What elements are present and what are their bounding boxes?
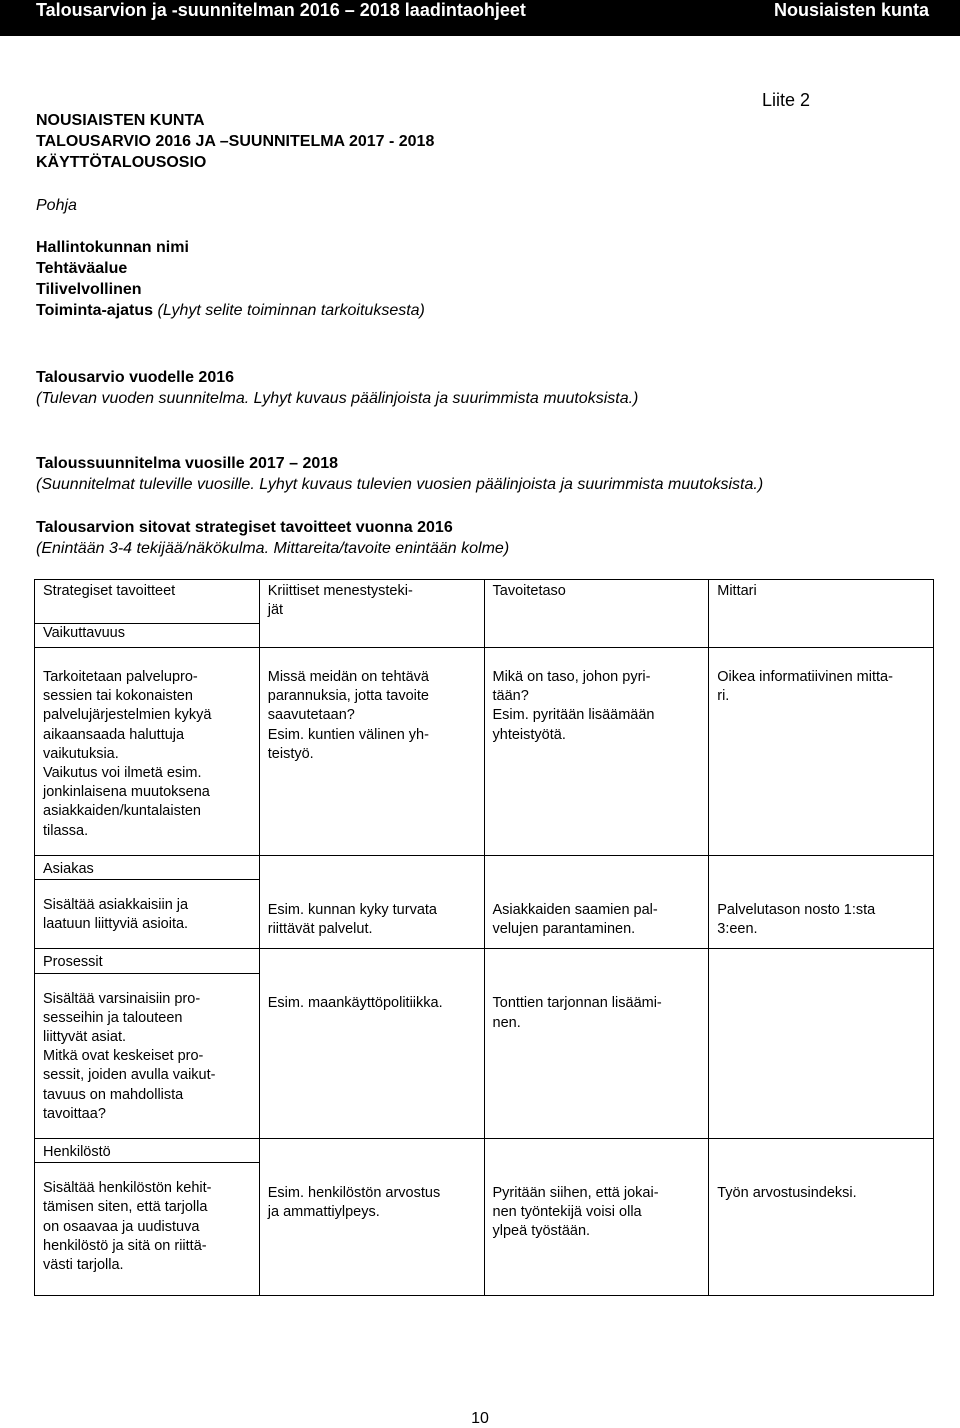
line: sessien tai kokonaisten <box>43 688 193 705</box>
mission-hint: (Lyhyt selite toiminnan tarkoituksesta) <box>157 302 425 319</box>
line: laatuun liittyviä asioita. <box>43 916 189 933</box>
budget-2016-block <box>36 367 638 409</box>
line: Esim. pyritään lisäämään <box>492 707 655 724</box>
line: tään? <box>492 688 529 705</box>
line: yhteistyötä. <box>492 726 566 743</box>
line: aikaansaada haluttuja <box>43 726 185 743</box>
line: Pyritään siihen, että jokai- <box>492 1185 659 1202</box>
header-critical-factors <box>259 580 484 648</box>
line: Sisältää asiakkaisiin ja <box>43 897 189 914</box>
binding-goals-title: Talousarvion sitovat strategiset tavoitteet vuonna 2016 <box>36 519 453 536</box>
plan-block <box>36 453 763 495</box>
cell-processes-desc <box>35 973 260 1138</box>
line: riittävät palvelut. <box>267 921 373 938</box>
header-strategic-goals: Strategiset tavoitteet <box>35 580 260 624</box>
table-row-effectiveness <box>35 648 934 856</box>
admin-block <box>36 237 425 321</box>
line: Esim. kunnan kyky turvata <box>267 901 437 918</box>
line: ri. <box>717 688 730 705</box>
header-target-level: Tavoitetaso <box>484 580 709 648</box>
line: palvelujärjestelmien kykyä <box>43 707 212 724</box>
section-title-row <box>35 1139 934 1163</box>
line: saavutetaan? <box>267 707 355 724</box>
line: asiakkaiden/kuntalaisten <box>43 803 201 820</box>
line: nen. <box>492 1014 521 1031</box>
cell-personnel-target <box>484 1139 709 1296</box>
header-critical-factors-line1: Kriittiset menestysteki- <box>267 583 413 599</box>
line: tavuus on mahdollista <box>43 1086 184 1103</box>
line: sessit, joiden avulla vaikut- <box>43 1067 216 1084</box>
cell-personnel-metric <box>709 1139 934 1296</box>
line: västi tarjolla. <box>43 1257 124 1274</box>
line: teistyö. <box>267 745 314 762</box>
line: Sisältää henkilöstön kehit- <box>43 1180 212 1197</box>
line: tavoittaa? <box>43 1105 106 1122</box>
line: tilassa. <box>43 822 89 839</box>
line: 3:een. <box>717 921 758 938</box>
section-title-processes: Prosessit <box>35 949 260 973</box>
header-metric: Mittari <box>709 580 934 648</box>
line: sesseihin ja talouteen <box>43 1009 183 1026</box>
line: velujen parantaminen. <box>492 921 636 938</box>
section-title-row <box>35 949 934 973</box>
line: on osaavaa ja uudistuva <box>43 1218 200 1235</box>
page-number: 10 <box>471 1410 489 1427</box>
task-area-field: Tehtäväalue <box>36 260 128 277</box>
header-municipality: Nousiaisten kunta <box>773 0 929 20</box>
line: Palvelutason nosto 1:sta <box>717 901 876 918</box>
plan-desc: (Suunnitelmat tuleville vuosille. Lyhyt kuvaus tulevien vuosien päälinjoista ja suurimmista muutoksista.) <box>36 476 764 493</box>
budget-title: TALOUSARVIO 2016 JA –SUUNNITELMA 2017 - 2018 <box>36 133 435 150</box>
template-label: Pohja <box>36 197 77 214</box>
line: ylpeä työstään. <box>492 1223 591 1240</box>
running-header <box>0 0 960 36</box>
cell-effectiveness-metric <box>709 648 934 856</box>
binding-goals-desc: (Enintään 3-4 tekijää/näkökulma. Mittareita/tavoite enintään kolme) <box>36 540 510 557</box>
cell-customer-factors <box>259 855 484 949</box>
org-name: NOUSIAISTEN KUNTA <box>36 112 205 129</box>
plan-title: Taloussuunnitelma vuosille 2017 – 2018 <box>36 455 339 472</box>
table-header-row <box>35 580 934 624</box>
line: Tarkoitetaan palvelupro- <box>43 669 198 685</box>
line: henkilöstö ja sitä on riittä- <box>43 1237 207 1254</box>
header-document-title: Talousarvion ja -suunnitelman 2016 – 2018 laadintaohjeet <box>36 0 526 20</box>
section-title-personnel: Henkilöstö <box>35 1139 260 1163</box>
line: Missä meidän on tehtävä <box>267 669 429 685</box>
line: liittyvät asiat. <box>43 1029 126 1046</box>
line: Esim. kuntien välinen yh- <box>267 726 429 743</box>
line: ja ammattiylpeys. <box>267 1204 380 1221</box>
cell-processes-target <box>484 949 709 1139</box>
budget-2016-desc: (Tulevan vuoden suunnitelma. Lyhyt kuvaus päälinjoista ja suurimmista muutoksista.) <box>36 390 639 407</box>
cell-customer-target <box>484 855 709 949</box>
line: Asiakkaiden saamien pal- <box>492 901 658 918</box>
cell-effectiveness-target <box>484 648 709 856</box>
line: Esim. henkilöstön arvostus <box>267 1185 441 1202</box>
line: Mitkä ovat keskeiset pro- <box>43 1048 204 1065</box>
line: Sisältää varsinaisiin pro- <box>43 990 201 1007</box>
cell-customer-desc <box>35 880 260 949</box>
section-title-effectiveness: Vaikuttavuus <box>35 624 260 648</box>
line: Tonttien tarjonnan lisäämi- <box>492 995 662 1012</box>
mission-label: Toiminta-ajatus <box>36 302 158 319</box>
cell-personnel-factors <box>259 1139 484 1296</box>
cell-processes-metric <box>709 949 934 1139</box>
line: parannuksia, jotta tavoite <box>267 688 429 705</box>
header-critical-factors-line2: jät <box>267 602 284 619</box>
line: Vaikutus voi ilmetä esim. <box>43 765 202 782</box>
line: Esim. maankäyttöpolitiikka. <box>267 995 443 1012</box>
appendix-label: Liite 2 <box>762 90 811 110</box>
line: Mikä on taso, johon pyri- <box>492 669 651 685</box>
line: Työn arvostusindeksi. <box>717 1185 857 1202</box>
section-title-row <box>35 855 934 879</box>
line: Oikea informatiivinen mitta- <box>717 669 893 685</box>
org-block <box>36 110 434 173</box>
cell-personnel-desc <box>35 1163 260 1296</box>
line: tämisen siten, että tarjolla <box>43 1199 208 1216</box>
accountable-field: Tilivelvollinen <box>36 281 142 298</box>
strategic-goals-table <box>34 579 934 1296</box>
line: nen työntekijä voisi olla <box>492 1204 642 1221</box>
line: vaikutuksia. <box>43 745 119 762</box>
cell-effectiveness-desc <box>35 648 260 856</box>
section-title-customer: Asiakas <box>35 855 260 879</box>
binding-goals-block <box>36 517 509 559</box>
cell-effectiveness-factors <box>259 648 484 856</box>
cell-customer-metric <box>709 855 934 949</box>
budget-2016-title: Talousarvio vuodelle 2016 <box>36 369 235 386</box>
admin-name-field: Hallintokunnan nimi <box>36 239 189 256</box>
section-title: KÄYTTÖTALOUSOSIO <box>36 154 207 171</box>
line: jonkinlaisena muutoksena <box>43 784 210 801</box>
mission-field <box>36 300 425 321</box>
cell-processes-factors <box>259 949 484 1139</box>
